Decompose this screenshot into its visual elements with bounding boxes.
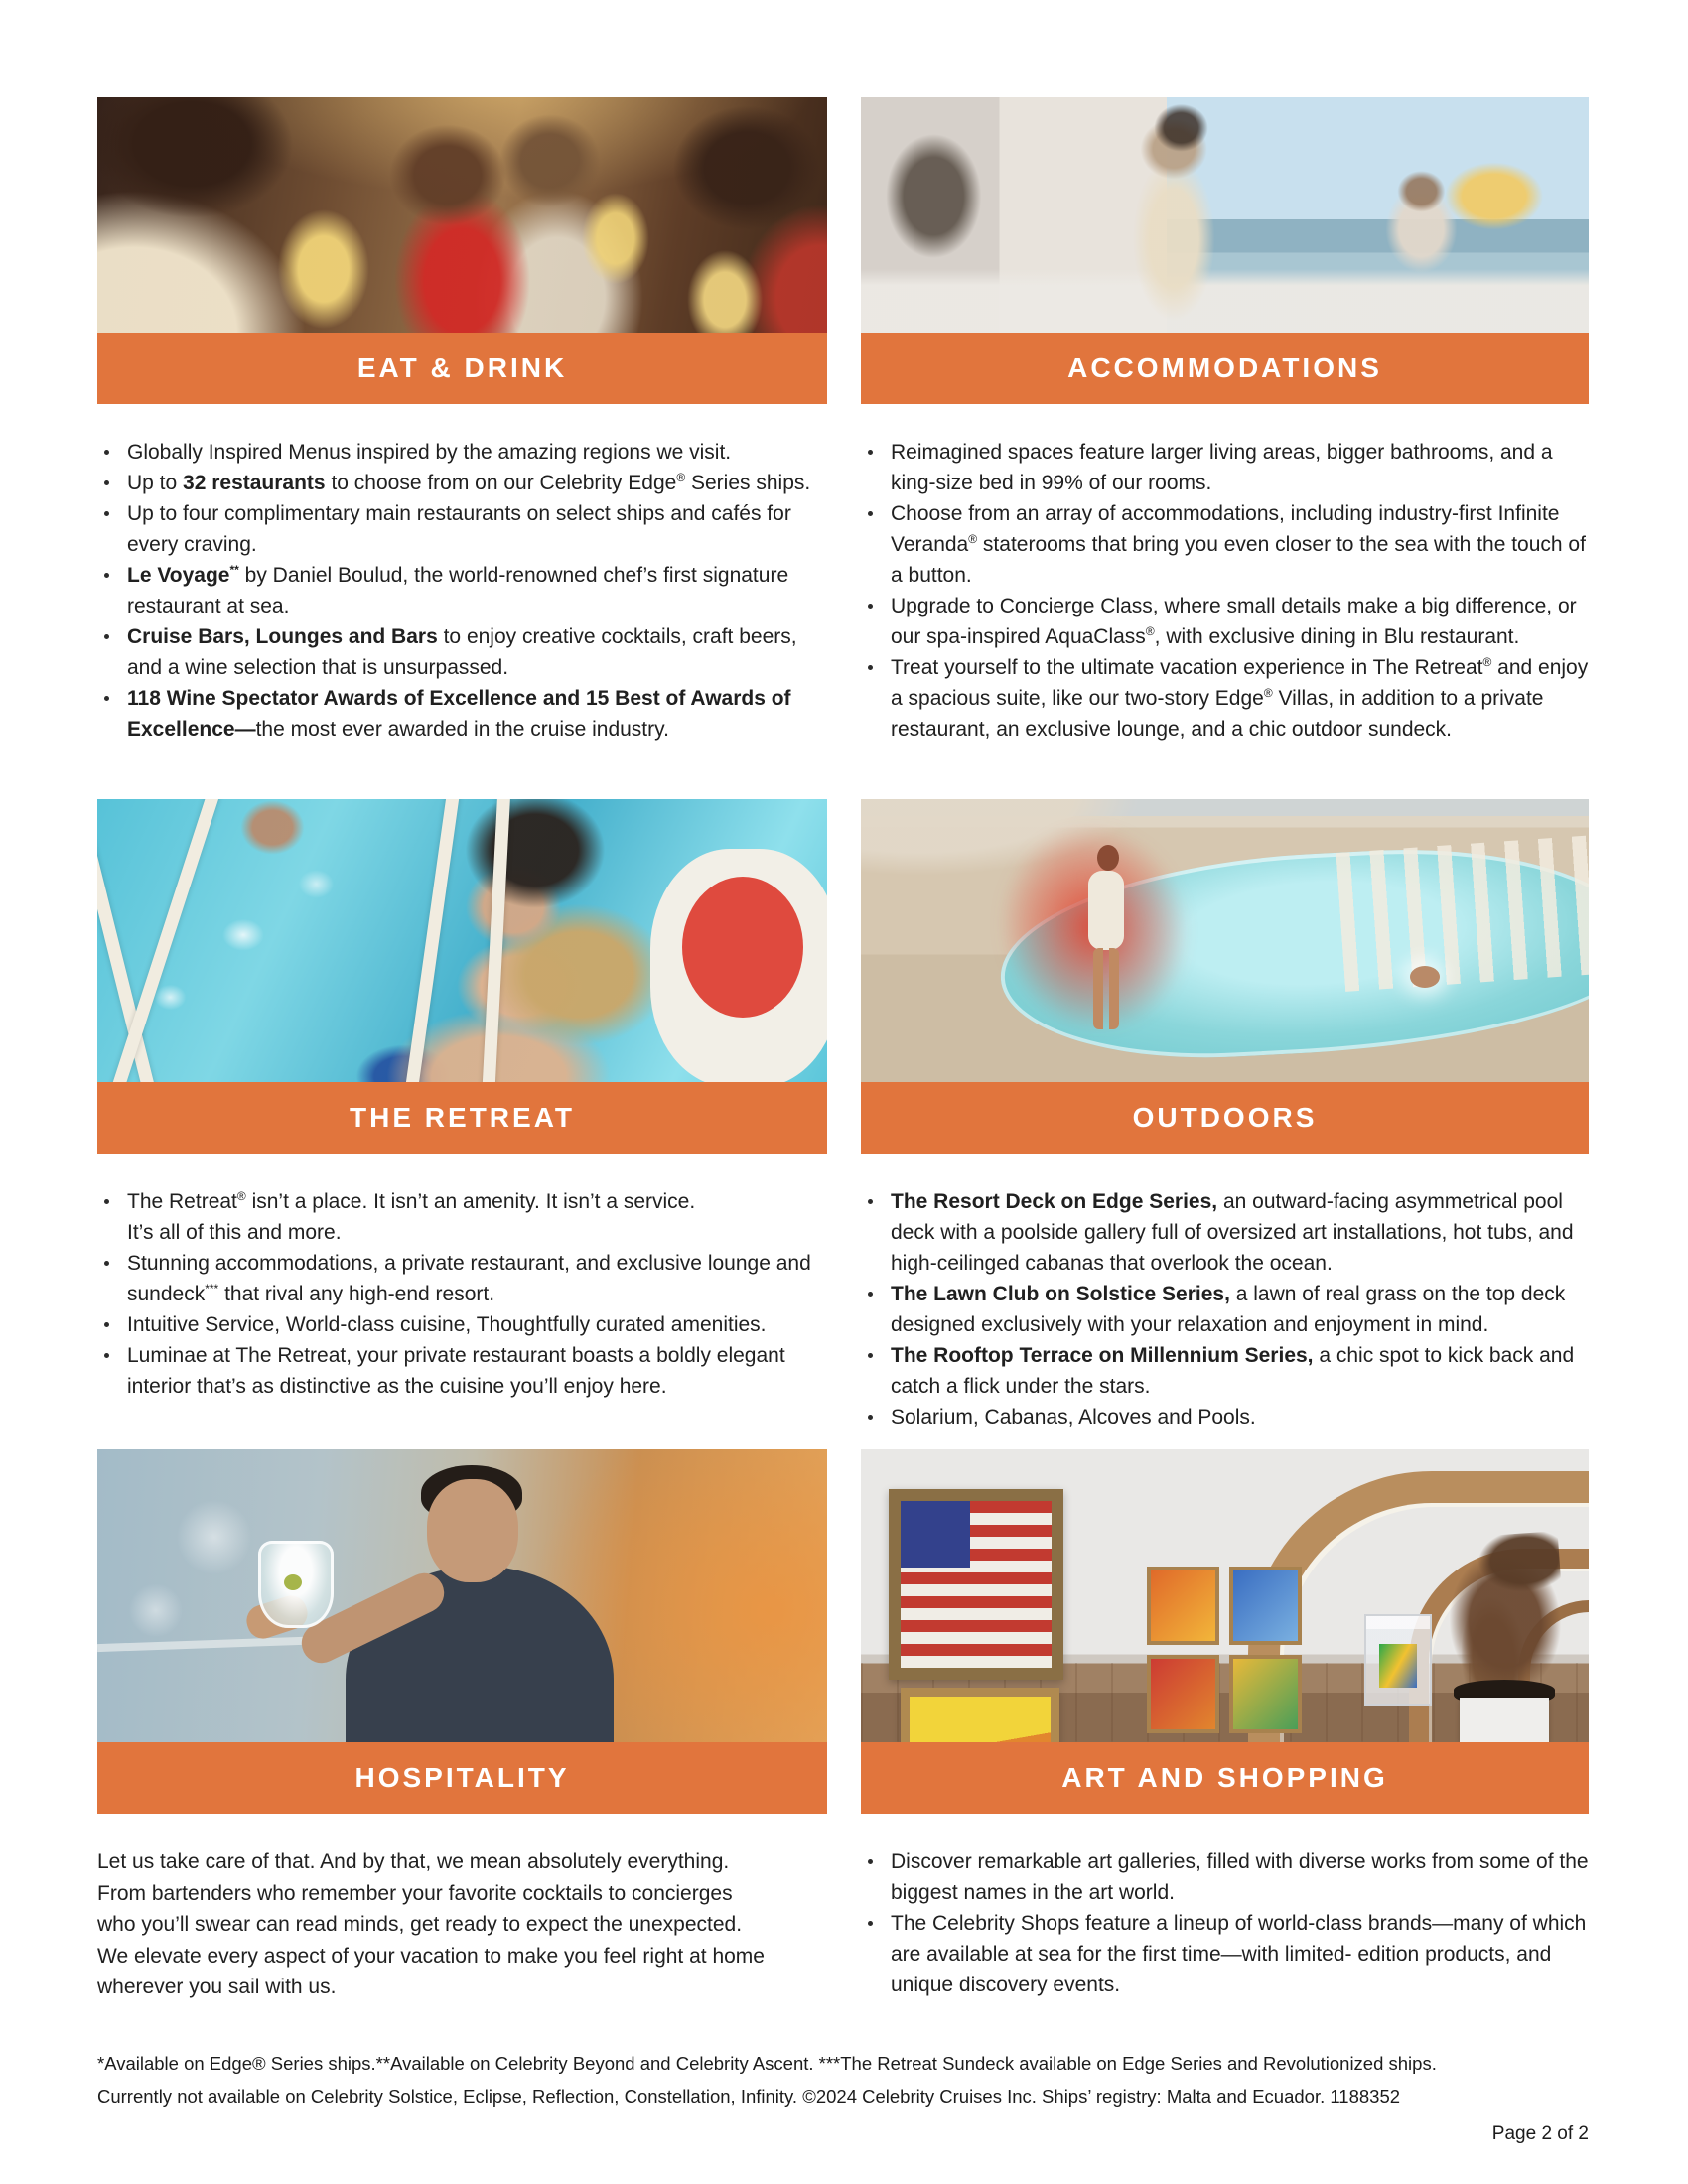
section-the-retreat (97, 799, 827, 1402)
bullet-item: Up to four complimentary main restaurants on select ships and cafés for every craving. (97, 498, 827, 560)
bullet-item: Treat yourself to the ultimate vacation experience in The Retreat® and enjoy a spacious suite, like our two-story Edge® Villas, in addition to a private restaurant, an exclusive lounge, and a chic outdoor sundeck. (861, 652, 1589, 745)
art-and-shopping-list (861, 1846, 1589, 2000)
section-accommodations (861, 97, 1589, 745)
outdoors-banner (861, 1082, 1589, 1154)
page-number: Page 2 of 2 (1491, 2123, 1589, 2144)
bullet-item: The Lawn Club on Solstice Series, a lawn of real grass on the top deck designed exclusively with your relaxation and enjoyment in mind. (861, 1279, 1589, 1340)
hospitality-photo (97, 1449, 827, 1742)
bullet-item: The Rooftop Terrace on Millennium Series, a chic spot to kick back and catch a flick under the stars. (861, 1340, 1589, 1402)
section-title: ART AND SHOPPING (1061, 1762, 1388, 1793)
section-title: OUTDOORS (1132, 1102, 1318, 1133)
bartender-decoration (427, 1479, 518, 1582)
eat-and-drink-banner (97, 333, 827, 404)
accommodations-list (861, 437, 1589, 745)
hospitality-banner (97, 1742, 827, 1814)
bullet-item: Stunning accommodations, a private restaurant, and exclusive lounge and sundeck*** that rival any high-end resort. (97, 1248, 827, 1309)
walking-woman-decoration (1097, 845, 1119, 871)
the-retreat-photo (97, 799, 827, 1082)
cocktail-glass-decoration (258, 1541, 334, 1628)
painting-decoration (1147, 1655, 1219, 1733)
bullet-item: Intuitive Service, World-class cuisine, Thoughtfully curated amenities. (97, 1309, 827, 1340)
flag-painting-decoration (889, 1489, 1063, 1680)
sculpture-pedestal-decoration (1460, 1698, 1549, 1742)
hanging-chair-decoration (650, 849, 827, 1082)
walking-woman-decoration (1093, 948, 1119, 1029)
accommodations-photo (861, 97, 1589, 333)
eat-and-drink-list (97, 437, 827, 745)
railing-decoration (97, 1636, 331, 1652)
painting-decoration (1229, 1655, 1302, 1733)
section-title: EAT & DRINK (356, 352, 568, 383)
bullet-item: 118 Wine Spectator Awards of Excellence and 15 Best of Awards of Excellence—the most ever awarded in the cruise industry. (97, 683, 827, 745)
the-retreat-banner (97, 1082, 827, 1154)
bullet-item: Globally Inspired Menus inspired by the amazing regions we visit. (97, 437, 827, 468)
bullet-item: Cruise Bars, Lounges and Bars to enjoy creative cocktails, craft beers, and a wine selection that is unsurpassed. (97, 621, 827, 683)
display-case-decoration (1364, 1614, 1432, 1706)
bullet-item: Le Voyage** by Daniel Boulud, the world-renowned chef’s first signature restaurant at sea. (97, 560, 827, 621)
section-art-and-shopping (861, 1449, 1589, 2000)
eat-and-drink-photo (97, 97, 827, 333)
bullet-item: Discover remarkable art galleries, filled with diverse works from some of the biggest names in the art world. (861, 1846, 1589, 1908)
swimmer-decoration (1410, 966, 1440, 988)
bullet-item: Up to 32 restaurants to choose from on our Celebrity Edge® Series ships. (97, 468, 827, 498)
painting-decoration (1147, 1567, 1219, 1645)
section-title: ACCOMMODATIONS (1067, 352, 1382, 383)
footer-disclaimer (97, 2047, 1587, 2113)
walking-woman-decoration (1088, 871, 1124, 950)
section-hospitality (97, 1449, 827, 2003)
loungers-decoration (1336, 835, 1589, 992)
pool-pole-decoration (399, 799, 465, 1082)
section-title: THE RETREAT (350, 1102, 575, 1133)
disclaimer-line: *Available on Edge® Series ships.**Available on Celebrity Beyond and Celebrity Ascent. ***The Retreat Sundeck available on Edge Series and Revolutionized ships. (97, 2053, 1437, 2074)
bullet-item: Reimagined spaces feature larger living areas, bigger bathrooms, and a king-size bed in 99% of our rooms. (861, 437, 1589, 498)
painting-wall-decoration (1147, 1567, 1302, 1733)
section-outdoors (861, 799, 1589, 1433)
the-retreat-list (97, 1186, 827, 1402)
disclaimer-line: Currently not available on Celebrity Solstice, Eclipse, Reflection, Constellation, Infinity. ©2024 Celebrity Cruises Inc. Ships’ registry: Malta and Ecuador. 1188352 (97, 2086, 1401, 2107)
outdoors-photo (861, 799, 1589, 1082)
bullet-item: Solarium, Cabanas, Alcoves and Pools. (861, 1402, 1589, 1433)
bullet-item: The Celebrity Shops feature a lineup of world-class brands—many of which are available at sea for the first time—with limited- edition products, and unique discovery events. (861, 1908, 1589, 2000)
pool-pole-decoration (480, 799, 512, 1082)
accommodations-banner (861, 333, 1589, 404)
bullet-item: Upgrade to Concierge Class, where small details make a big difference, or our spa-inspired AquaClass®, with exclusive dining in Blu restaurant. (861, 591, 1589, 652)
art-and-shopping-photo (861, 1449, 1589, 1742)
section-title: HOSPITALITY (354, 1762, 570, 1793)
bullet-item: Luminae at The Retreat, your private restaurant boasts a boldly elegant interior that’s as distinctive as the cuisine you’ll enjoy here. (97, 1340, 827, 1402)
hospitality-paragraph: Let us take care of that. And by that, we mean absolutely everything. From bartenders who remember your favorite cocktails to concierges who you’ll swear can read minds, get ready to expect the unexpected. We elevate every aspect of your vacation to make you feel right at home wherever you sail with us. (97, 1850, 765, 1998)
bullet-item: The Resort Deck on Edge Series, an outward-facing asymmetrical pool deck with a poolside gallery full of oversized art installations, hot tubs, and high-ceilinged cabanas that overlook the ocean. (861, 1186, 1589, 1279)
bullet-item: Choose from an array of accommodations, including industry-first Infinite Veranda® staterooms that bring you even closer to the sea with the touch of a button. (861, 498, 1589, 591)
bullet-item: The Retreat® isn’t a place. It isn’t an amenity. It isn’t a service. It’s all of this and more. (97, 1186, 827, 1248)
section-eat-and-drink (97, 97, 827, 745)
eagle-sculpture-decoration (1441, 1531, 1568, 1690)
art-and-shopping-banner (861, 1742, 1589, 1814)
painting-decoration (901, 1688, 1059, 1742)
painting-decoration (1229, 1567, 1302, 1645)
outdoors-list (861, 1186, 1589, 1433)
